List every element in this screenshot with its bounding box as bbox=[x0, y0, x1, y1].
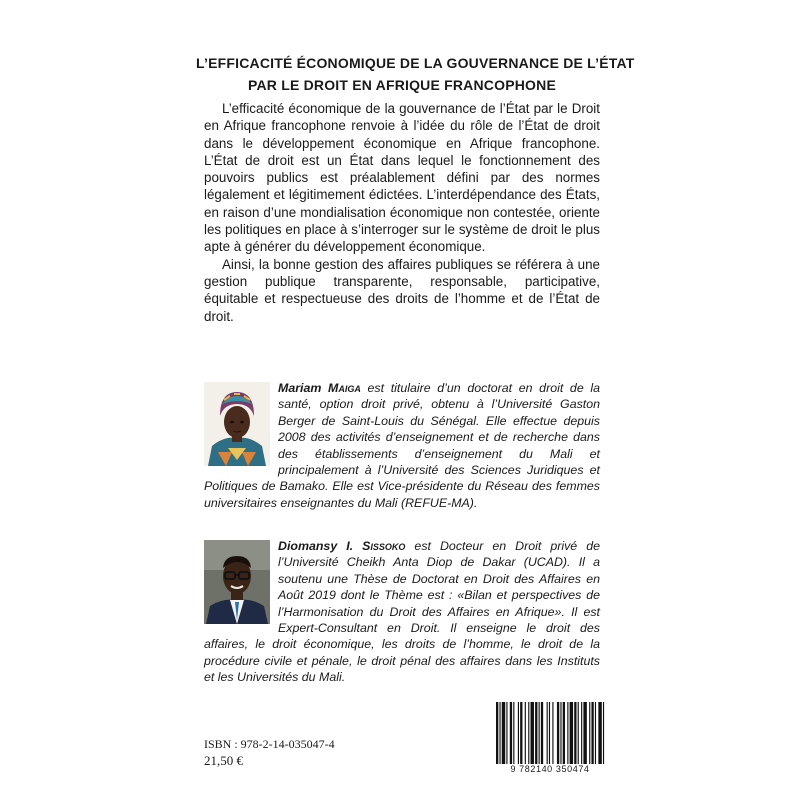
barcode-bar bbox=[528, 702, 529, 764]
barcode-bar bbox=[535, 702, 537, 764]
barcode-bar bbox=[567, 702, 568, 764]
author-1-bio-text: est titulaire d’un doctorat en droit de la santé, option droit privé, obtenu à l’Université Gaston Berger de Saint-Louis du Sénégal. Elle effectue depuis 2008 des activités d’enseignement et de recherche dans des établissements d’enseignement du Mali et principalement à l’Université des Sciences Juridiques et Politiques de Bamako. Elle est Vice-présidente du Réseau des femmes universitaires enseignantes du Mali (REFUE-MA). bbox=[204, 381, 600, 510]
book-title bbox=[196, 52, 635, 96]
barcode-bar bbox=[589, 702, 590, 764]
barcode-bar bbox=[598, 702, 601, 764]
barcode-bar bbox=[547, 702, 548, 764]
barcode-bar bbox=[563, 702, 565, 764]
summary-paragraph-1: L’efficacité économique de la gouvernance de l’État par le Droit en Afrique francophone renvoie à l’idée du rôle de l’État de droit dans le développement économique en Afrique francophone. L’État de droit est un État dans lequel le fonctionnement des pouvoirs publics est préalablement défini par des normes légalement et légitimement édictées. L’interdépendance des États, en raison d’une mondialisation économique non contestée, oriente les politiques en place à s’interroger sur le système de droit le plus apte à générer du développement économique. bbox=[204, 101, 600, 255]
barcode-bar bbox=[595, 702, 596, 764]
isbn-barcode bbox=[492, 700, 608, 766]
author-2-last-name: Sissoko bbox=[362, 539, 406, 553]
barcode-bar bbox=[541, 702, 543, 764]
author-1-last-name: Maiga bbox=[328, 381, 361, 395]
author-1-first-name: Mariam bbox=[278, 381, 322, 395]
barcode-bar bbox=[496, 702, 498, 764]
barcode-bar bbox=[510, 702, 512, 764]
barcode-bar bbox=[531, 702, 534, 764]
portrait-woman-image bbox=[204, 382, 270, 466]
barcode-bar bbox=[549, 702, 550, 764]
barcode-bar bbox=[513, 702, 514, 764]
book-summary bbox=[204, 100, 600, 325]
barcode-bar bbox=[520, 702, 522, 764]
author-2-first-name: Diomansy I. bbox=[278, 539, 354, 553]
barcode-digits: 9 782140 350474 bbox=[510, 764, 590, 774]
author-bio-2 bbox=[204, 538, 600, 686]
barcode-bar bbox=[552, 702, 553, 764]
barcode-bar bbox=[539, 702, 540, 764]
summary-paragraph-2: Ainsi, la bonne gestion des affaires publiques se référera à une gestion publique transparente, responsable, participative, équitable et respectueuse des droits de l’homme et de l’État de droit. bbox=[204, 256, 600, 324]
barcode-bar bbox=[603, 702, 604, 764]
barcode-bar bbox=[570, 702, 573, 764]
barcode-bar bbox=[591, 702, 593, 764]
author-bio-1 bbox=[204, 380, 600, 511]
barcode-bar bbox=[518, 702, 519, 764]
title-line-1: L’EFFICACITÉ ÉCONOMIQUE DE LA GOUVERNANCE DE L’ÉTAT bbox=[196, 55, 635, 71]
isbn-label: ISBN : 978-2-14-035047-4 bbox=[204, 737, 335, 751]
author-photo-mariam-maiga bbox=[204, 382, 270, 466]
barcode-bar bbox=[557, 702, 559, 764]
barcode-bar bbox=[581, 702, 582, 764]
barcode-bar bbox=[499, 702, 500, 764]
barcode-bar bbox=[578, 702, 579, 764]
title-line-2: PAR LE DROIT EN AFRIQUE FRANCOPHONE bbox=[247, 77, 556, 93]
price-label: 21,50 € bbox=[204, 753, 243, 768]
author-photo-diomansy-sissoko bbox=[204, 540, 270, 624]
book-back-cover bbox=[196, 40, 635, 800]
barcode-bar bbox=[502, 702, 505, 764]
portrait-man-image bbox=[204, 540, 270, 624]
barcode-bar bbox=[574, 702, 576, 764]
barcode-bar bbox=[583, 702, 586, 764]
author-2-bio-text: est Docteur en Droit privé de l’Université Cheikh Anta Diop de Dakar (UCAD). Il a soutenu une Thèse de Doctorat en Droit des Affaires en Août 2019 dont le Thème est : «Bilan et perspectives de l’Harmonisation du Droit des Affaires en Afrique». Il est Expert-Consultant en Droit. Il enseigne le droit des affaires, le droit économique, les droits de l’homme, le droit de la procédure civile et pénale, le droit pénal des affaires dans les Instituts et les Universités du Mali. bbox=[204, 539, 600, 685]
barcode-bar bbox=[506, 702, 507, 764]
barcode-bar bbox=[560, 702, 561, 764]
barcode-bar bbox=[525, 702, 526, 764]
